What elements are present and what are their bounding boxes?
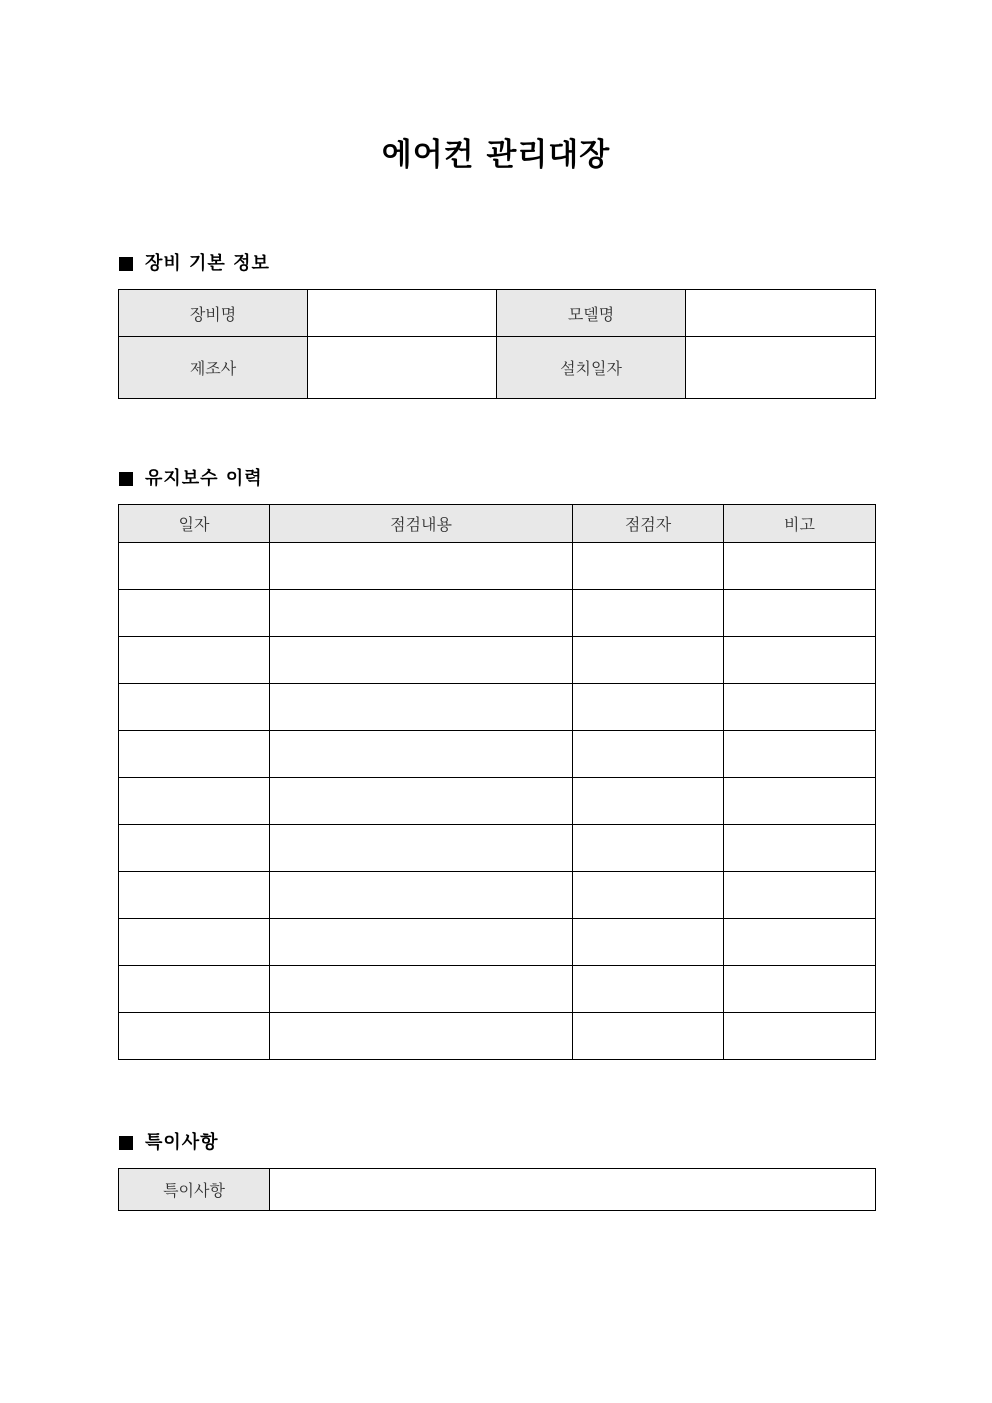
install-date-field[interactable] [686, 337, 876, 399]
equipment-name-label: 장비명 [119, 290, 308, 337]
special-notes-row [119, 1169, 876, 1211]
table-row [119, 590, 876, 637]
table-row [119, 919, 876, 966]
inspection-content-cell[interactable] [270, 637, 573, 684]
table-header-row [119, 505, 876, 543]
install-date-label: 설치일자 [497, 337, 686, 399]
column-header-inspector: 점검자 [573, 505, 724, 543]
table-row [119, 731, 876, 778]
remarks-cell[interactable] [724, 778, 876, 825]
inspector-cell[interactable] [573, 778, 724, 825]
maintenance-history-heading [119, 467, 263, 491]
special-notes-label: 특이사항 [119, 1169, 270, 1211]
remarks-cell[interactable] [724, 590, 876, 637]
date-cell[interactable] [119, 543, 270, 590]
equipment-info-table [118, 289, 876, 399]
model-name-field[interactable] [686, 290, 876, 337]
inspection-content-cell[interactable] [270, 1013, 573, 1060]
document-title: 에어컨 관리대장 [381, 137, 611, 173]
square-bullet-icon [119, 257, 133, 271]
equipment-info-row [119, 337, 876, 399]
date-cell[interactable] [119, 637, 270, 684]
inspection-content-cell[interactable] [270, 731, 573, 778]
remarks-cell[interactable] [724, 825, 876, 872]
equipment-info-row [119, 290, 876, 337]
maintenance-history-heading-text: 유지보수 이력 [145, 468, 263, 489]
remarks-cell[interactable] [724, 1013, 876, 1060]
remarks-cell[interactable] [724, 637, 876, 684]
inspector-cell[interactable] [573, 966, 724, 1013]
date-cell[interactable] [119, 778, 270, 825]
column-header-remarks: 비고 [724, 505, 876, 543]
date-cell[interactable] [119, 731, 270, 778]
date-cell[interactable] [119, 872, 270, 919]
table-row [119, 684, 876, 731]
maintenance-history-body [119, 543, 876, 1060]
remarks-cell[interactable] [724, 919, 876, 966]
table-row [119, 543, 876, 590]
inspector-cell[interactable] [573, 825, 724, 872]
square-bullet-icon [119, 1136, 133, 1150]
date-cell[interactable] [119, 684, 270, 731]
special-notes-field[interactable] [270, 1169, 876, 1211]
date-cell[interactable] [119, 966, 270, 1013]
inspector-cell[interactable] [573, 919, 724, 966]
date-cell[interactable] [119, 919, 270, 966]
inspection-content-cell[interactable] [270, 825, 573, 872]
inspection-content-cell[interactable] [270, 966, 573, 1013]
inspector-cell[interactable] [573, 543, 724, 590]
column-header-inspection-content: 점검내용 [270, 505, 573, 543]
column-header-date: 일자 [119, 505, 270, 543]
inspector-cell[interactable] [573, 637, 724, 684]
remarks-cell[interactable] [724, 966, 876, 1013]
date-cell[interactable] [119, 1013, 270, 1060]
inspector-cell[interactable] [573, 1013, 724, 1060]
special-notes-table [118, 1168, 876, 1211]
date-cell[interactable] [119, 825, 270, 872]
inspection-content-cell[interactable] [270, 778, 573, 825]
remarks-cell[interactable] [724, 684, 876, 731]
table-row [119, 825, 876, 872]
remarks-cell[interactable] [724, 731, 876, 778]
inspection-content-cell[interactable] [270, 684, 573, 731]
inspector-cell[interactable] [573, 872, 724, 919]
special-notes-heading-text: 특이사항 [145, 1132, 219, 1153]
table-row [119, 966, 876, 1013]
square-bullet-icon [119, 472, 133, 486]
equipment-info-heading-text: 장비 기본 정보 [145, 253, 270, 274]
equipment-info-heading [119, 252, 270, 276]
model-name-label: 모델명 [497, 290, 686, 337]
inspector-cell[interactable] [573, 731, 724, 778]
special-notes-heading [119, 1131, 219, 1155]
inspection-content-cell[interactable] [270, 590, 573, 637]
inspector-cell[interactable] [573, 684, 724, 731]
inspection-content-cell[interactable] [270, 919, 573, 966]
equipment-name-field[interactable] [308, 290, 497, 337]
table-row [119, 778, 876, 825]
table-row [119, 1013, 876, 1060]
remarks-cell[interactable] [724, 872, 876, 919]
remarks-cell[interactable] [724, 543, 876, 590]
inspection-content-cell[interactable] [270, 872, 573, 919]
date-cell[interactable] [119, 590, 270, 637]
table-row [119, 872, 876, 919]
table-row [119, 637, 876, 684]
inspector-cell[interactable] [573, 590, 724, 637]
inspection-content-cell[interactable] [270, 543, 573, 590]
manufacturer-field[interactable] [308, 337, 497, 399]
maintenance-history-table [118, 504, 876, 1060]
manufacturer-label: 제조사 [119, 337, 308, 399]
